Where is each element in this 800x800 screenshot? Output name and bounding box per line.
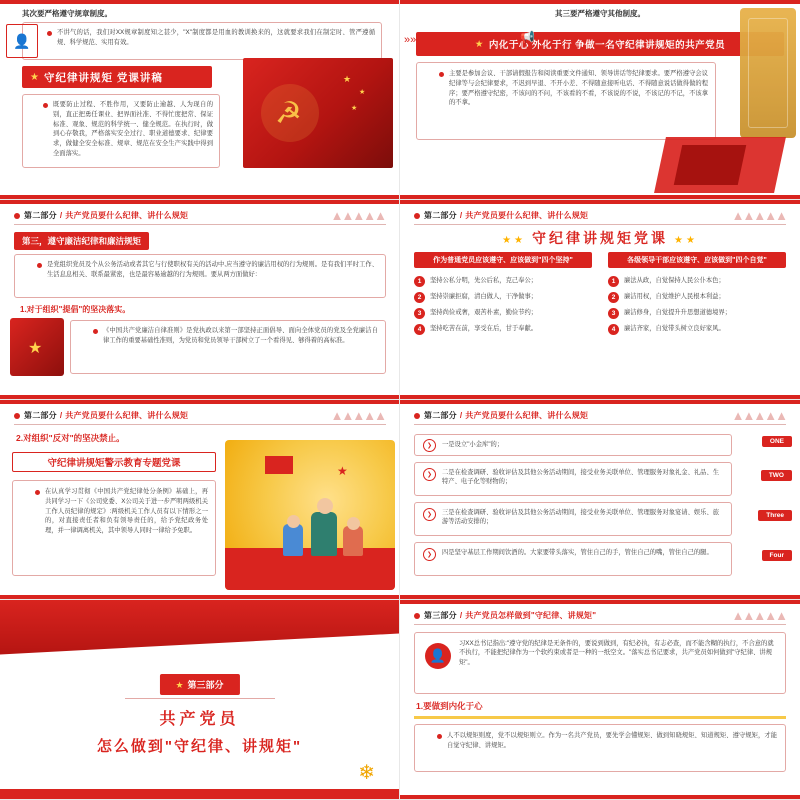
slide-3-subtitle: 1.对于组织"提倡"的坚决落实。 bbox=[20, 305, 131, 314]
slide-3-header-sub: 共产党员要什么纪律、讲什么规矩 bbox=[65, 211, 189, 220]
slide-2-body-box bbox=[416, 62, 716, 140]
slide-7 bbox=[0, 600, 400, 800]
chevron-right-icon: ❯ bbox=[423, 548, 436, 561]
bottom-accent-bar bbox=[400, 195, 800, 199]
slide-5-header-part: 第二部分 bbox=[24, 411, 57, 420]
tiananmen-building bbox=[225, 548, 395, 590]
list-item-text: 廉法从政，自觉保持人民公仆本色； bbox=[624, 277, 725, 284]
slide-4-left-column bbox=[414, 252, 592, 340]
chevron-right-icon: »» bbox=[404, 34, 417, 46]
star-icon-small-3: ★ bbox=[351, 105, 358, 112]
slide-1-title bbox=[22, 66, 212, 88]
list-number: 1 bbox=[608, 276, 619, 287]
cover-divider bbox=[125, 698, 275, 699]
slide-6-header: 第二部分 / 共产党员要什么纪律、讲什么规矩 bbox=[414, 410, 588, 421]
slide-3-intro-text: 是党组织党员及个从公务活动或者其它与行使职权有关的活动中,应当遵守的廉洁用权的行为规则。是有我们平时工作、生活息息相关、联系最紧密，也是最容易逾越的行为规则。要从两方面做好： bbox=[35, 260, 378, 280]
slide-1-title-text: 守纪律讲规矩 党课讲稿 bbox=[43, 71, 163, 84]
step-tag-three: Three bbox=[758, 510, 792, 521]
section-title-line2: 怎么做到"守纪律、讲规矩" bbox=[96, 738, 303, 755]
slide-6 bbox=[400, 400, 800, 600]
slide-3-paragraph-text: 《中国共产党廉洁自律准则》是党执政以来第一部坚持正面倡导、面向全体党员的党及全党廉洁自律工作的重要基础性准则，为党员和党员领导干部树立了一个看得见、够得着的高标准。 bbox=[91, 326, 378, 346]
megaphone-icon: 📢 bbox=[520, 30, 535, 44]
star-icon: ★ bbox=[337, 464, 348, 478]
slide-6-header-sub: 共产党员要什么纪律、讲什么规矩 bbox=[465, 411, 589, 420]
header-divider bbox=[414, 224, 786, 225]
header-divider bbox=[14, 224, 386, 225]
bullet-dot-icon bbox=[14, 413, 20, 419]
header-divider bbox=[414, 424, 786, 425]
top-accent-bar bbox=[0, 200, 399, 204]
slide-6-header-part: 第二部分 bbox=[424, 411, 457, 420]
star-icon-right: ★★ bbox=[674, 235, 698, 246]
slide-1-intro-text: 不讲气的话，我们对XX规章制度知之甚少，"X"制度都是用血的教训换来的，这就要求我们在制定时、管严遵循规、科学规范、实用有效。 bbox=[45, 28, 375, 48]
slide-6-item-3 bbox=[414, 502, 732, 536]
list-item-text: 坚持吃苦在前，享受在后，甘于奉献。 bbox=[430, 325, 538, 332]
list-item bbox=[608, 276, 786, 287]
slide-2 bbox=[400, 0, 800, 200]
great-wall-decoration: ▲▲▲▲▲ bbox=[731, 208, 786, 223]
list-item bbox=[608, 308, 786, 319]
slide-8-yellow-divider bbox=[414, 716, 786, 719]
child-figure-left bbox=[283, 524, 303, 556]
bullet-dot-icon bbox=[414, 613, 420, 619]
slide-8-header-sub: 共产党员怎样做到"守纪律、讲规矩" bbox=[465, 611, 597, 620]
list-item-text: 坚持尚俭戒奢，艰苦朴素，勤俭节约； bbox=[430, 309, 538, 316]
header-divider bbox=[14, 424, 386, 425]
list-number: 4 bbox=[608, 324, 619, 335]
chevron-right-icon: ❯ bbox=[423, 508, 436, 521]
top-accent-bar bbox=[0, 0, 399, 4]
list-number: 3 bbox=[414, 308, 425, 319]
list-item bbox=[414, 276, 592, 287]
slide-3-intro-box bbox=[14, 254, 386, 298]
slide-5-body-box bbox=[12, 480, 216, 576]
slide-6-item-2-text: 二是在检查调研、验收评估及其他公务活动期间，接受业务关联单位、管理服务对象礼金、礼品、生特产、电子化等财物的； bbox=[442, 469, 720, 486]
slide-4 bbox=[400, 200, 800, 400]
section-part-text: 第三部分 bbox=[187, 680, 224, 690]
chevron-right-icon: ❯ bbox=[423, 468, 436, 481]
star-icon-small-1: ★ bbox=[343, 74, 352, 84]
bottom-accent-bar bbox=[0, 195, 399, 199]
slide-5-header-sub: 共产党员要什么纪律、讲什么规矩 bbox=[65, 411, 189, 420]
bottom-accent-bar bbox=[400, 595, 800, 599]
slide-2-banner bbox=[416, 32, 784, 56]
list-item bbox=[414, 324, 592, 335]
book-decoration bbox=[10, 318, 64, 376]
slide-6-item-1 bbox=[414, 434, 732, 456]
slide-1-body-box bbox=[22, 94, 220, 168]
red-ribbon-decoration-2 bbox=[674, 145, 747, 185]
list-item-text: 廉洁齐家，自觉带头树立良好家风。 bbox=[624, 325, 725, 332]
slide-5 bbox=[0, 400, 400, 600]
top-accent-bar bbox=[400, 400, 800, 404]
slide-8-body-box bbox=[414, 724, 786, 772]
star-icon: ★ bbox=[30, 71, 40, 83]
star-icon: ★ bbox=[175, 680, 184, 690]
bullet-dot-icon bbox=[414, 213, 420, 219]
top-accent-bar bbox=[400, 0, 800, 4]
bullet-dot-icon bbox=[14, 213, 20, 219]
gold-ornament-icon: ❄ bbox=[358, 762, 375, 784]
slide-5-banner: 守纪律讲规矩警示教育专题党课 bbox=[12, 452, 216, 472]
slide-8-header: 第三部分 / 共产党员怎样做到"守纪律、讲规矩" bbox=[414, 610, 596, 621]
slide-4-header-part: 第二部分 bbox=[424, 211, 457, 220]
slide-1-note: 其次要严格遵守规章制度。 bbox=[22, 9, 112, 18]
great-wall-decoration: ▲▲▲▲▲ bbox=[731, 608, 786, 623]
list-number: 3 bbox=[608, 308, 619, 319]
slide-4-title-row bbox=[400, 228, 800, 248]
child-head-left bbox=[287, 515, 300, 528]
slide-3 bbox=[0, 200, 400, 400]
list-number: 1 bbox=[414, 276, 425, 287]
hammer-sickle-icon: ☭ bbox=[275, 97, 302, 130]
step-tag-four: Four bbox=[762, 550, 792, 561]
list-item bbox=[414, 292, 592, 303]
top-accent-bar bbox=[400, 200, 800, 204]
slide-1 bbox=[0, 0, 400, 200]
huabiao-pillar-decoration bbox=[740, 8, 796, 138]
slide-5-header: 第二部分 / 共产党员要什么纪律、讲什么规矩 bbox=[14, 410, 188, 421]
slide-5-title: 2.对组织"反对"的坚决禁止。 bbox=[16, 433, 125, 443]
slide-6-item-2 bbox=[414, 462, 732, 496]
slide-8 bbox=[400, 600, 800, 800]
slide-1-intro-box bbox=[22, 22, 382, 60]
bottom-accent-bar bbox=[0, 395, 399, 399]
top-accent-bar bbox=[400, 600, 800, 604]
list-item bbox=[414, 308, 592, 319]
slide-4-right-column bbox=[608, 252, 786, 340]
child-figure-right bbox=[343, 526, 363, 556]
star-icon-small-2: ★ bbox=[359, 89, 366, 96]
great-wall-decoration: ▲▲▲▲▲ bbox=[330, 208, 385, 223]
slide-3-paragraph-box bbox=[70, 320, 386, 374]
slide-6-item-3-text: 三是在检查调研、验收评估及其他公务活动期间，接受业务关联单位、管理服务对象宴请、娱乐、旅游等活动安排的； bbox=[442, 509, 720, 526]
bottom-accent-bar bbox=[400, 795, 800, 799]
header-divider bbox=[414, 624, 786, 625]
list-item bbox=[608, 292, 786, 303]
family-illustration bbox=[225, 440, 395, 590]
slide-2-body-text: 主要是参加会议、干部请假报告和阅读重要文件通知、领导讲话等纪律要求。要严格遵守会议纪律等与会纪律要求，不迟到早退、不开小差、不得随意接听电话、不得随意说话做得做的程序；要严格遵守纪密，不该问的不问，不该看的不看，不该说的不说，不该记的不记，不该拿的不拿。 bbox=[437, 69, 708, 108]
star-icon-left: ★★ bbox=[502, 235, 526, 246]
slide-8-quote-box bbox=[414, 632, 786, 694]
slide-5-body-text: 在认真学习贯彻《中国共产党纪律处分条例》基础上，再共同学习一下《公司党委、X公司关于进一步严明两级机关工作人员纪律的规定》:两级机关工作人员有以下情形之一的，对直接责任者和负有领导责任的，给予党纪政务处理，并一律调离机关，其中领导人同时一律给予免职。 bbox=[33, 487, 208, 536]
slide-2-banner-text: 内化于心 外化于行 争做一名守纪律讲规矩的共产党员 bbox=[488, 40, 726, 51]
child-head-right bbox=[347, 517, 360, 530]
slide-8-quote-text: 习XX总书记指出:"遵守党的纪律是无条件的，要说到做到，有纪必执，有志必查，而不能含糊的执行，不合意的就不执行，不能把纪律作为一个软约束或者是一种的一纸空文。"落实总书记要求，共产党员如何做到"守纪律、讲规矩"。 bbox=[459, 640, 774, 666]
list-number: 4 bbox=[414, 324, 425, 335]
list-item bbox=[608, 324, 786, 335]
section-title-line1: 共产党员 bbox=[159, 711, 240, 728]
great-wall-decoration: ▲▲▲▲▲ bbox=[330, 408, 385, 423]
list-item-text: 坚持崇廉拒腐，清白做人，干净做事； bbox=[430, 293, 538, 300]
step-tag-one: ONE bbox=[762, 436, 792, 447]
bottom-accent-bar bbox=[400, 395, 800, 399]
slide-6-item-4 bbox=[414, 542, 732, 576]
slide-6-item-4-text: 四是坚守基层工作期间饮酒的。大家要带头落实，管住自己的手，管住自己的嘴，管住自己的腿。 bbox=[442, 549, 713, 556]
section-cover bbox=[0, 600, 399, 799]
cover-bottom-band bbox=[0, 789, 399, 799]
slide-4-title: 守纪律讲规矩党课 bbox=[532, 230, 668, 246]
slide-3-header-part: 第二部分 bbox=[24, 211, 57, 220]
list-item-text: 廉洁用权，自觉维护人民根本利益； bbox=[624, 293, 725, 300]
cover-top-band bbox=[0, 600, 399, 658]
star-icon: ★ bbox=[28, 340, 43, 357]
adult-figure bbox=[311, 512, 337, 556]
slide-8-subtitle: 1.要做到内化于心 bbox=[416, 701, 483, 711]
slide-6-item-1-text: 一是设立"小金库"的； bbox=[442, 441, 504, 449]
slide-4-right-head: 各级领导干部应该遵守、应该做到"四个自觉" bbox=[608, 252, 786, 268]
list-number: 2 bbox=[414, 292, 425, 303]
list-item-text: 廉洁修身，自觉提升升思想道德境界； bbox=[624, 309, 732, 316]
bottom-accent-bar bbox=[0, 595, 399, 599]
section-part-label bbox=[159, 674, 239, 695]
slide-4-header-sub: 共产党员要什么纪律、讲什么规矩 bbox=[465, 211, 589, 220]
slide-8-body-text: 人不以规矩则度，党不以规矩则立。作为一名共产党员，要先学会懂规矩、做到知晓规矩、知道规矩、遵守规矩，才能自觉守纪律、讲规矩。 bbox=[435, 731, 777, 751]
slide-1-body-text: 既要防止过程、不胜作用，又要防止逾越、人为现自的别，直正把勇任课业、把界面社准、不得忙度把常、保证标准、观象、规范的科学统一、健全规范。在执行时，做到心存敬我，严格落实安全过行、职业道德要求、纪律要求，做健全安全标准、规章、规范在安全生产实践中得到全面落实。 bbox=[41, 100, 213, 159]
list-item-text: 坚持公私分明，先公后私，克己奉公； bbox=[430, 277, 538, 284]
slide-3-title: 第三，遵守廉洁纪律和廉洁规矩 bbox=[14, 232, 149, 250]
slide-8-header-part: 第三部分 bbox=[424, 611, 457, 620]
adult-head bbox=[317, 498, 333, 514]
slide-3-header: 第二部分 / 共产党员要什么纪律、讲什么规矩 bbox=[14, 210, 188, 221]
great-wall-decoration: ▲▲▲▲▲ bbox=[731, 408, 786, 423]
chevron-right-icon: ❯ bbox=[423, 439, 436, 452]
slide-4-header: 第二部分 / 共产党员要什么纪律、讲什么规矩 bbox=[414, 210, 588, 221]
list-number: 2 bbox=[608, 292, 619, 303]
red-flag-icon bbox=[265, 456, 293, 474]
section-title bbox=[0, 706, 399, 756]
speaker-avatar-icon: 👤 bbox=[425, 643, 451, 669]
star-icon: ★ bbox=[474, 38, 484, 50]
slide-2-note: 其三要严格遵守其他制度。 bbox=[555, 9, 645, 18]
step-tag-two: TWO bbox=[761, 470, 792, 481]
bullet-dot-icon bbox=[414, 413, 420, 419]
person-icon: 👤 bbox=[6, 24, 38, 58]
slide-4-left-head: 作为普通党员应该遵守、应该做到"四个坚持" bbox=[414, 252, 592, 268]
top-accent-bar bbox=[0, 400, 399, 404]
party-flag-illustration bbox=[243, 58, 393, 168]
